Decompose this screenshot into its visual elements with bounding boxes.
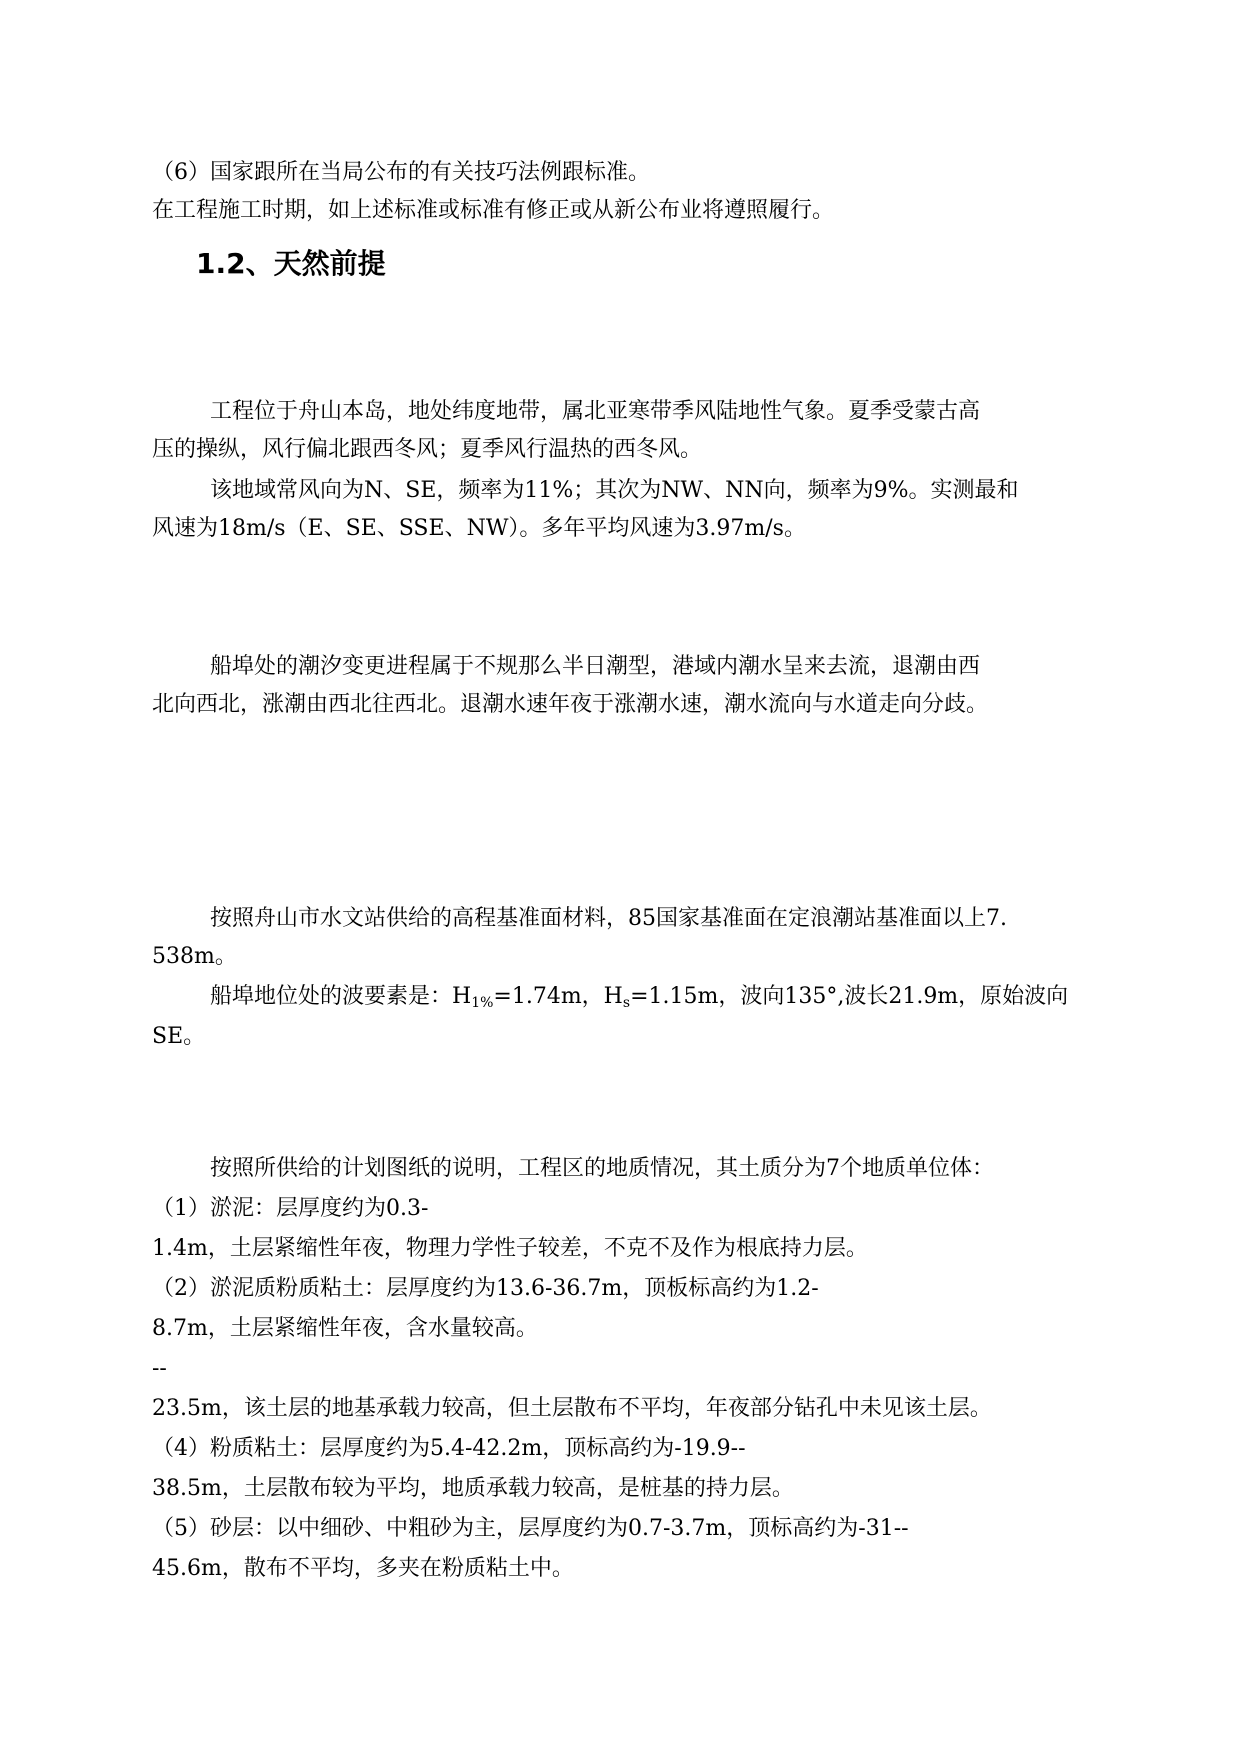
wave-line-1 — [210, 982, 1110, 1012]
wave-suffix: =1.15m，波向135°,波长21.9m，原始波向 — [630, 984, 1069, 1009]
section-heading: 1.2、天然前提 — [196, 247, 386, 280]
geology-item-3-cont: 23.5m，该土层的地基承载力较高，但土层散布不平均，年夜部分钻孔中未见该土层。 — [152, 1396, 992, 1421]
geology-item-3-dash: -- — [152, 1356, 167, 1381]
wind-line-2: 风速为18m/s（E、SE、SSE、NW）。多年平均风速为3.97m/s。 — [152, 516, 806, 541]
standards-item-6: （6）国家跟所在当局公布的有关技巧法例跟标准。 — [152, 160, 650, 185]
wave-subscript-2: s — [622, 995, 631, 1011]
geology-item-5-cont: 45.6m，散布不平均，多夹在粉质粘土中。 — [152, 1556, 574, 1581]
standards-note: 在工程施工时期，如上述标准或标准有修正或从新公布业将遵照履行。 — [152, 198, 835, 223]
geology-item-1-cont: 1.4m，土层紧缩性年夜，物理力学性子较差，不克不及作为根底持力层。 — [152, 1236, 868, 1261]
wave-prefix: 船埠地位处的波要素是：H — [210, 984, 472, 1009]
wind-line-1: 该地域常风向为N、SE，频率为11%；其次为NW、NN向，频率为9%。实测最和 — [210, 478, 1019, 503]
tide-line-2: 北向西北，涨潮由西北往西北。退潮水速年夜于涨潮水速，潮水流向与水道走向分歧。 — [152, 692, 989, 717]
datum-line-1: 按照舟山市水文站供给的高程基准面材料，85国家基准面在定浪潮站基准面以上7. — [210, 906, 1007, 931]
geology-item-2-cont: 8.7m，土层紧缩性年夜，含水量较高。 — [152, 1316, 538, 1341]
wave-line-2: SE。 — [152, 1024, 206, 1049]
wave-subscript-1: 1% — [471, 995, 494, 1011]
tide-line-1: 船埠处的潮汐变更进程属于不规那么半日潮型，港域内潮水呈来去流，退潮由西 — [210, 654, 981, 679]
climate-line-1: 工程位于舟山本岛，地处纬度地带，属北亚寒带季风陆地性气象。夏季受蒙古高 — [210, 399, 981, 424]
geology-item-5: （5）砂层：以中细砂、中粗砂为主，层厚度约为0.7-3.7m，顶标高约为-31-- — [152, 1516, 909, 1541]
geology-item-4-cont: 38.5m，土层散布较为平均，地质承载力较高，是桩基的持力层。 — [152, 1476, 794, 1501]
wave-mid: =1.74m，H — [493, 984, 623, 1009]
geology-item-4: （4）粉质粘土：层厚度约为5.4-42.2m，顶标高约为-19.9-- — [152, 1436, 746, 1461]
datum-line-2: 538m。 — [152, 944, 237, 969]
climate-line-2: 压的操纵，风行偏北跟西冬风；夏季风行温热的西冬风。 — [152, 437, 703, 462]
geology-intro: 按照所供给的计划图纸的说明，工程区的地质情况，其土质分为7个地质单位体： — [210, 1156, 994, 1181]
geology-item-1: （1）淤泥：层厚度约为0.3- — [152, 1196, 429, 1221]
geology-item-2: （2）淤泥质粉质粘土：层厚度约为13.6-36.7m，顶板标高约为1.2- — [152, 1276, 819, 1301]
